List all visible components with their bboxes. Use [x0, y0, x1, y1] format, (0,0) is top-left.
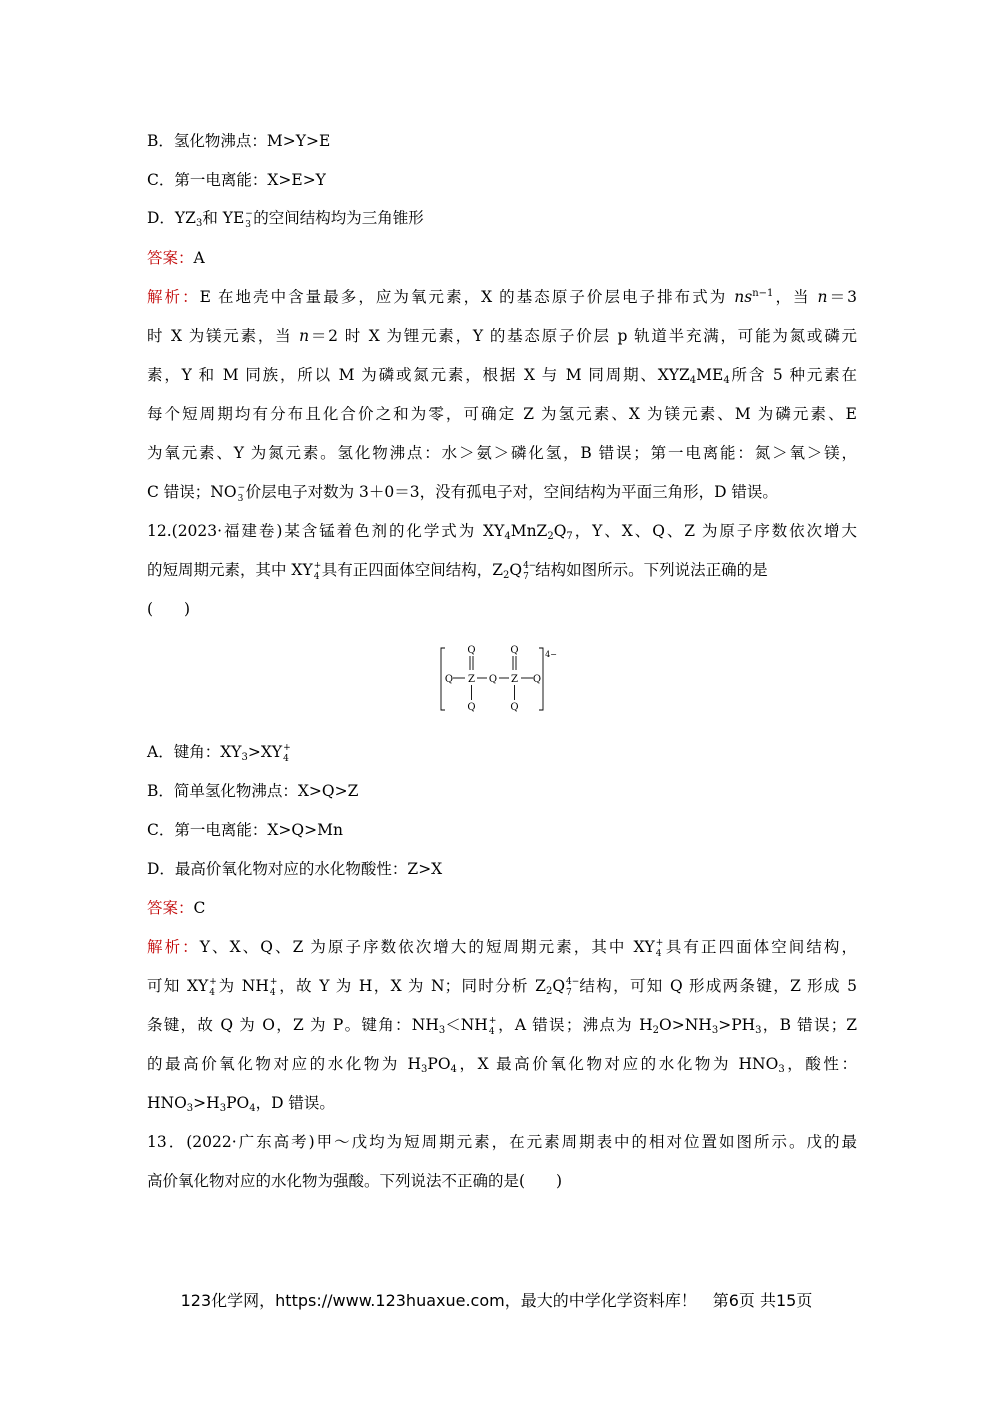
q11-analysis-line-5: 为氧元素、Y 为氮元素。氢化物沸点：水＞氨＞磷化氢，B 错误；第一电离能：氮＞氧＞镁， [147, 444, 857, 462]
figure-atom-q: Q [467, 645, 476, 656]
q12-answer: 答案：C [147, 899, 206, 917]
q12-analysis-line-2: 可知 XY + 4 为 NH + 4 ，故 Y 为 H，X 为 N；同时分析 $Z_2Q$ 4− 7 结构，可知 Q 形成两条键，Z 形成 5 [147, 977, 857, 998]
q11-analysis-line-1: 解析：E 在地壳中含量最多，应为氧元素，X 的基态原子价层电子排布式为 $ns^{n-1}$，当 n＝3 [147, 288, 857, 306]
q12-analysis-line-1: 解析：Y、X、Q、Z 为原子序数依次增大的短周期元素，其中 XY + 4 具有正四面体空间结构， [147, 938, 857, 959]
figure-atom-z: Z [468, 674, 475, 685]
q11-option-d: D．$YZ_3$和 YE − 3 的空间结构均为三角锥形 [147, 209, 424, 230]
figure-atom-q: Q [467, 702, 476, 713]
q11-analysis-line-3: 素，Y 和 M 同族，所以 M 为磷或氮元素，根据 X 与 M 同周期、$XYZ_4ME_4$所含 5 种元素在 [147, 366, 857, 386]
figure-atom-q: Q [488, 674, 498, 685]
figure-atom-q: Q [532, 674, 542, 685]
q12-option-d: D．最高价氧化物对应的水化物酸性：Z>X [147, 860, 443, 878]
q12-analysis-line-5: $HNO_3>H_3PO_4$，D 错误。 [147, 1094, 335, 1114]
q12-analysis-line-3: 条键，故 Q 为 O，Z 为 P。键角：$NH_3<NH$ + 4 ，A 错误；沸点为 $H_2O>NH_3>PH_3$，B 错误；Z [147, 1016, 857, 1037]
figure-charge: 4− [545, 650, 557, 659]
figure-atom-q: Q [510, 702, 519, 713]
q11-option-c: C．第一电离能：X>E>Y [147, 171, 326, 189]
q12-option-c: C．第一电离能：X>Q>Mn [147, 821, 343, 839]
q12-stem-line-2: 的短周期元素，其中 XY + 4 具有正四面体空间结构，$Z_2Q$ 4− 7 结构如图所示。下列说法正确的是 [147, 561, 768, 582]
q12-option-b: B．简单氢化物沸点：X>Q>Z [147, 782, 359, 800]
figure-atom-q: Q [444, 674, 454, 685]
page-footer: 123化学网，https://www.123huaxue.com，最大的中学化学资料库！ 第6页 共15页 [180, 1291, 813, 1310]
q12-stem-line-1: 12.(2023·福建卷)某含锰着色剂的化学式为 $XY_4MnZ_2Q_7$，Y、X、Q、Z 为原子序数依次增大 [147, 522, 857, 542]
q13-stem-line-2: 高价氧化物对应的水化物为强酸。下列说法不正确的是( ) [147, 1172, 563, 1190]
q11-option-b: B．氢化物沸点：M>Y>E [147, 132, 331, 150]
q13-stem-line-1: 13．(2022·广东高考)甲～戊均为短周期元素，在元素周期表中的相对位置如图所示。戊的最 [147, 1133, 857, 1151]
q12-option-a: A．键角：$XY_3>XY$ + 4 [147, 743, 291, 764]
figure-atom-z: Z [511, 674, 518, 685]
q12-stem-blank: ( ) [147, 600, 191, 618]
q11-analysis-line-6: C 错误；NO − 3 价层电子对数为 3＋0＝3，没有孤电子对，空间结构为平面三角形，D 错误。 [147, 483, 778, 504]
figure-atom-q: Q [510, 645, 519, 656]
z2q7-structure-figure [436, 644, 558, 714]
q11-analysis-line-4: 每个短周期均有分布且化合价之和为零，可确定 Z 为氢元素、X 为镁元素、M 为磷元素、E [147, 405, 857, 423]
q12-analysis-line-4: 的最高价氧化物对应的水化物为 $H_3PO_4$，X 最高价氧化物对应的水化物为 $HNO_3$，酸性： [147, 1055, 857, 1075]
q11-analysis-line-2: 时 X 为镁元素，当 n＝2 时 X 为锂元素，Y 的基态原子价层 p 轨道半充满，可能为氮或磷元 [147, 327, 857, 345]
q11-answer: 答案：A [147, 249, 205, 267]
